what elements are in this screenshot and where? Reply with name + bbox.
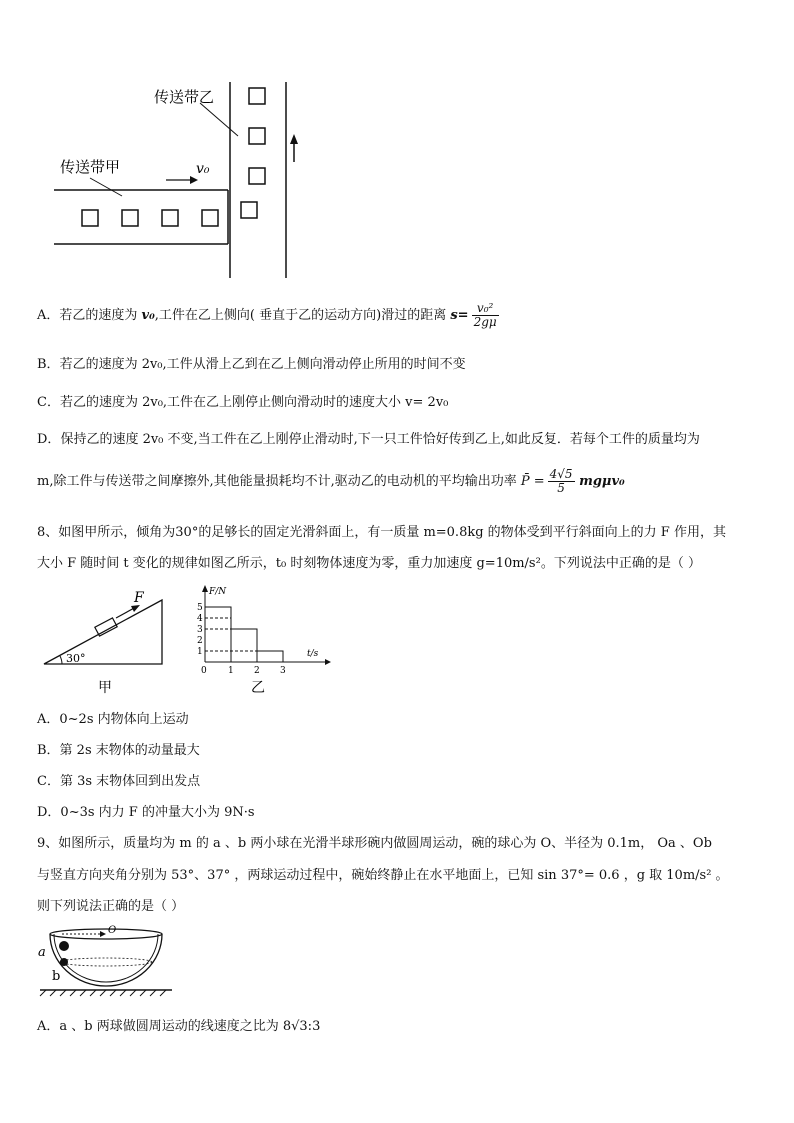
label-b: b: [52, 969, 61, 984]
q8-stem-2: 大小 F 随时间 t 变化的规律如图乙所示，t₀ 时刻物体速度为零，重力加速度 g=10m/s²。下列说法中正确的是（ ）: [37, 556, 701, 571]
q7-option-d-cont: m,除工件与传送带之间摩擦外,其他能量损耗均不计,驱动乙的电动机的平均输出功率 P̄ = $\frac{4√5}{5}$ mgμv₀: [37, 467, 625, 496]
ytick-5: 5: [197, 603, 203, 613]
label-angle: 30°: [66, 652, 86, 665]
label-conveyor-jia: 传送带甲: [60, 158, 121, 176]
axis-label-t: t/s: [307, 649, 319, 659]
ytick-4: 4: [197, 614, 203, 624]
q7-option-b: B．若乙的速度为 2v₀,工件从滑上乙到在乙上侧向滑动停止所用的时间不变: [37, 357, 466, 372]
axis-label-F: F/N: [209, 587, 227, 597]
q8-stem-1: 8、如图甲所示，倾角为30°的足够长的固定光滑斜面上，有一质量 m=0.8kg 的物体受到平行斜面向上的力 F 作用，其: [37, 525, 726, 540]
ytick-3: 3: [197, 625, 203, 635]
label-v0: v₀: [196, 161, 210, 177]
xtick-1: 1: [228, 666, 234, 676]
label-O: O: [108, 925, 117, 936]
q8-option-c: C．第 3s 末物体回到出发点: [37, 774, 201, 789]
xtick-3: 3: [280, 666, 286, 676]
force-time-graph: [195, 582, 335, 700]
q7-option-c: C．若乙的速度为 2v₀,工件在乙上刚停止侧向滑动时的速度大小 v= 2v₀: [37, 395, 449, 410]
q7-option-a: A．若乙的速度为 v₀,工件在乙上侧向( 垂直于乙的运动方向)滑过的距离 s= $\frac{\text{v₀²}}{2g\mu}$: [37, 301, 497, 330]
xtick-2: 2: [254, 666, 260, 676]
q8-option-b: B．第 2s 末物体的动量最大: [37, 743, 200, 758]
q8-option-d: D．0~3s 内力 F 的冲量大小为 9N·s: [37, 805, 255, 820]
q7-option-d: D．保持乙的速度 2v₀ 不变,当工件在乙上刚停止滑动时,下一只工件恰好传到乙上,如此反复．若每个工件的质量均为: [37, 432, 700, 447]
bowl-figure: [36, 922, 176, 998]
ytick-1: 1: [197, 647, 203, 657]
q9-stem-2: 与竖直方向夹角分别为 53°、37° ，两球运动过程中，碗始终静止在水平地面上，已知 sin 37°= 0.6 ，g 取 10m/s² 。: [37, 868, 729, 883]
q9-stem-3: 则下列说法正确的是（ ）: [37, 899, 185, 914]
q9-stem-1: 9、如图所示，质量均为 m 的 a 、b 两小球在光滑半球形碗内做圆周运动，碗的球心为 O、半径为 0.1m， Oa 、Ob: [37, 836, 712, 851]
q8-option-a: A．0~2s 内物体向上运动: [37, 712, 189, 727]
fraction-power: $\frac{4√5}{5}$: [549, 467, 573, 496]
xtick-0: 0: [201, 666, 207, 676]
caption-yi: 乙: [251, 680, 265, 696]
conveyor-belt-figure: [50, 78, 310, 282]
label-a: a: [38, 945, 46, 960]
q9-option-a: A．a 、b 两球做圆周运动的线速度之比为 8√3:3: [37, 1019, 321, 1034]
ytick-2: 2: [197, 636, 203, 646]
caption-jia: 甲: [98, 680, 112, 696]
incline-figure: [40, 590, 180, 700]
fraction-distance: $\frac{\text{v₀²}}{2g\mu}$: [473, 301, 497, 330]
label-conveyor-yi: 传送带乙: [154, 88, 215, 106]
label-force-F: F: [134, 590, 144, 606]
